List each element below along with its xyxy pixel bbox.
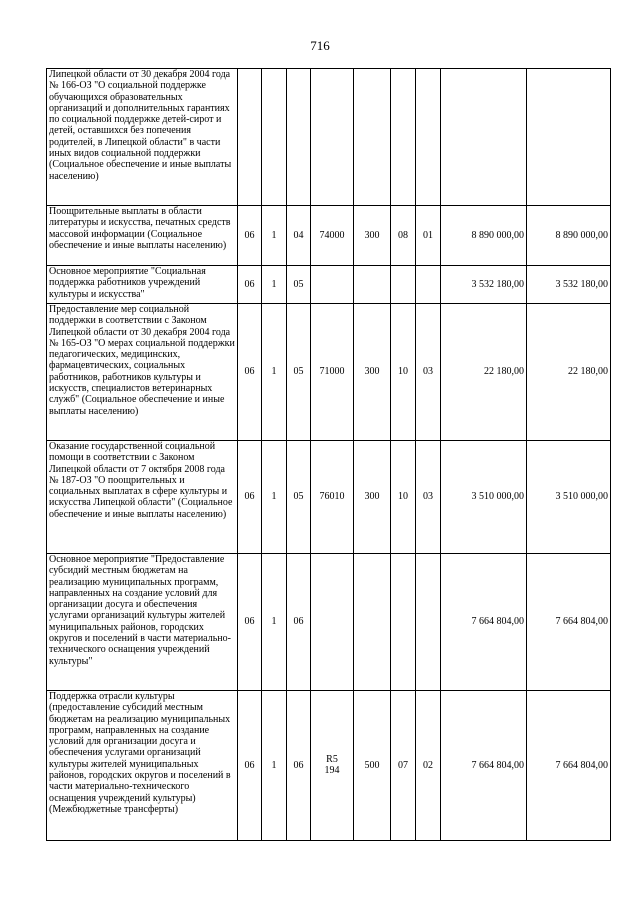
code-program: 06 [238,691,262,841]
code-expense-type [354,266,391,304]
code-expense-type: 500 [354,691,391,841]
direction-code-text: R5194 [324,754,340,777]
table-row [47,441,611,554]
table-row [47,304,611,441]
code-subsection: 02 [416,691,441,841]
code-expense-type: 300 [354,206,391,266]
code-section [391,69,416,206]
amount-cell: 7 664 804,00 [441,691,527,841]
code-section: 07 [391,691,416,841]
code-program: 06 [238,554,262,691]
amount-cell: 8 890 000,00 [527,206,611,266]
code-program: 06 [238,441,262,554]
code-subprogram: 1 [262,304,287,441]
page-number: 716 [310,38,330,53]
amount-cell: 22 180,00 [527,304,611,441]
code-subprogram: 1 [262,441,287,554]
row-description: Основное мероприятие "Социальная поддержка работников учреждений культуры и искусства" [47,266,238,304]
amount-cell: 22 180,00 [441,304,527,441]
code-subsection: 03 [416,304,441,441]
table-row [47,691,611,841]
amount-cell: 8 890 000,00 [441,206,527,266]
code-direction [311,691,354,841]
code-subprogram [262,69,287,206]
table-row [47,206,611,266]
table-row [47,69,611,206]
code-subsection: 03 [416,441,441,554]
code-subsection: 01 [416,206,441,266]
row-description: Оказание государственной социальной помощи в соответствии с Законом Липецкой области от 7 октября 2008 года № 187-ОЗ "О поощрительных и социальных выплатах в сфере культуры и искусства Липецкой области" (Социальное обеспечение и иные выплаты населению) [47,441,238,554]
code-subsection [416,554,441,691]
code-program [238,69,262,206]
code-direction [311,554,354,691]
code-activity [287,69,311,206]
code-program: 06 [238,304,262,441]
code-direction: 74000 [311,206,354,266]
amount-cell [441,69,527,206]
amount-cell: 3 510 000,00 [527,441,611,554]
code-activity: 05 [287,441,311,554]
code-activity: 05 [287,266,311,304]
code-expense-type: 300 [354,304,391,441]
code-expense-type [354,554,391,691]
code-section: 08 [391,206,416,266]
code-subprogram: 1 [262,266,287,304]
amount-cell: 7 664 804,00 [527,554,611,691]
code-direction [311,266,354,304]
amount-cell: 3 510 000,00 [441,441,527,554]
code-section: 10 [391,441,416,554]
code-subprogram: 1 [262,691,287,841]
amount-cell: 7 664 804,00 [441,554,527,691]
row-description: Предоставление мер социальной поддержки в соответствии с Законом Липецкой области от 30 декабря 2004 года № 165-ОЗ "О мерах социальной поддержки педагогических, медицинских, фармацевтических, социальных работников, работников культуры и искусств, специалистов ветеринарных служб" (Социальное обеспечение и иные выплаты населению) [47,304,238,441]
code-activity: 05 [287,304,311,441]
budget-table [46,68,611,841]
code-activity: 06 [287,691,311,841]
code-expense-type: 300 [354,441,391,554]
amount-cell [527,69,611,206]
row-description: Основное мероприятие "Предоставление субсидий местным бюджетам на реализацию муниципальных программ, направленных на создание условий для организации досуга и обеспечения услугами организаций культуры жителей муниципальных районов, городских округов и поселений в части материально-технического оснащения учреждений культуры" [47,554,238,691]
table-row [47,266,611,304]
code-section: 10 [391,304,416,441]
code-activity: 06 [287,554,311,691]
code-subprogram: 1 [262,554,287,691]
code-program: 06 [238,206,262,266]
code-expense-type [354,69,391,206]
code-subsection [416,69,441,206]
amount-cell: 3 532 180,00 [441,266,527,304]
code-direction: 71000 [311,304,354,441]
amount-cell: 7 664 804,00 [527,691,611,841]
code-subprogram: 1 [262,206,287,266]
code-direction: 76010 [311,441,354,554]
amount-cell: 3 532 180,00 [527,266,611,304]
row-description: Липецкой области от 30 декабря 2004 года № 166-ОЗ "О социальной поддержке обучающихся образовательных организаций и дополнительных гарантиях по социальной поддержке детей-сирот и детей, оставшихся без попечения родителей, в Липецкой области" в части иных видов социальной поддержки (Социальное обеспечение и иные выплаты населению) [47,69,238,206]
code-section [391,266,416,304]
code-section [391,554,416,691]
row-description: Поддержка отрасли культуры (предоставление субсидий местным бюджетам на реализацию муниципальных программ, направленных на создание условий для организации досуга и обеспечения услугами организаций культуры жителей муниципальных районов, городских округов и поселений в части материально-технического оснащения учреждений культуры) (Межбюджетные трансферты) [47,691,238,841]
code-direction [311,69,354,206]
code-subsection [416,266,441,304]
code-activity: 04 [287,206,311,266]
table-row [47,554,611,691]
row-description: Поощрительные выплаты в области литературы и искусства, печатных средств массовой информации (Социальное обеспечение и иные выплаты населению) [47,206,238,266]
code-program: 06 [238,266,262,304]
